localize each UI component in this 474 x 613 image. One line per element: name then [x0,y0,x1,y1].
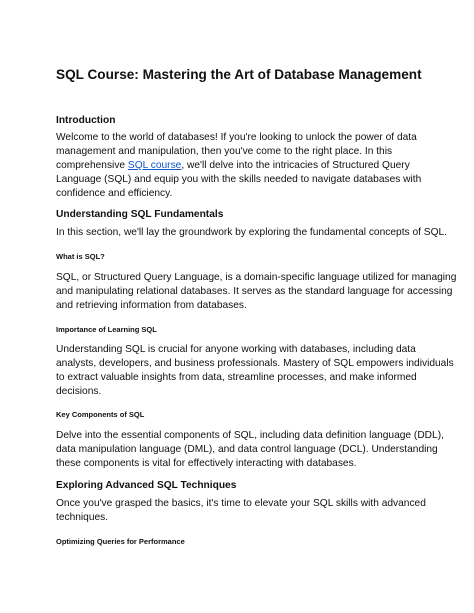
importance-line: analysts, developers, and business professionals. Mastery of SQL empowers individuals [56,358,454,369]
fundamentals-paragraph [56,226,447,240]
components-line: data manipulation language (DML), and data control language (DCL). Understanding [56,444,438,455]
sql-course-link[interactable]: SQL course [127,160,182,171]
importance-heading: Importance of Learning SQL [56,325,157,334]
introduction-line: confidence and efficiency. [56,188,173,199]
introduction-heading: Introduction [56,115,116,126]
fundamentals-line: In this section, we'll lay the groundwork by exploring the fundamental concepts of SQL. [56,227,447,238]
what-is-sql-line: SQL, or Structured Query Language, is a domain-specific language utilized for managing [56,272,457,283]
importance-paragraph [56,343,454,399]
optimizing-heading: Optimizing Queries for Performance [56,537,185,546]
importance-line: Understanding SQL is crucial for anyone working with databases, including data [56,344,416,355]
advanced-paragraph [56,497,428,525]
introduction-line: management and manipulation, then you've come to the right place. In this [56,146,393,157]
components-heading: Key Components of SQL [56,410,145,419]
advanced-line: Once you've grasped the basics, it's time to elevate your SQL skills with advanced [56,498,426,509]
components-line: these components is vital for effectively interacting with databases. [56,458,357,469]
what-is-sql-heading: What is SQL? [56,252,105,261]
introduction-text: comprehensive [56,160,128,171]
introduction-paragraph [56,131,428,201]
introduction-line-with-link [56,159,428,173]
components-paragraph [56,429,444,471]
introduction-line: Language (SQL) and equip you with the skills needed to navigate databases with [56,174,422,185]
introduction-text: , we'll delve into the intricacies of Structured Query [181,160,410,171]
what-is-sql-line: and manipulating relational databases. It serves as the standard language for accessing [56,286,453,297]
fundamentals-heading: Understanding SQL Fundamentals [56,209,224,220]
introduction-line: Welcome to the world of databases! If you're looking to unlock the power of data [56,132,417,143]
what-is-sql-paragraph [56,271,457,313]
importance-line: to extract valuable insights from data, streamline processes, and make informed [56,372,417,383]
what-is-sql-line: and retrieving information from databases. [56,300,247,311]
importance-line: decisions. [56,386,102,397]
advanced-line: techniques. [56,512,109,523]
document-title: SQL Course: Mastering the Art of Database Management [56,67,422,82]
components-line: Delve into the essential components of SQL, including data definition language (DDL), [56,430,444,441]
advanced-heading: Exploring Advanced SQL Techniques [56,480,237,491]
